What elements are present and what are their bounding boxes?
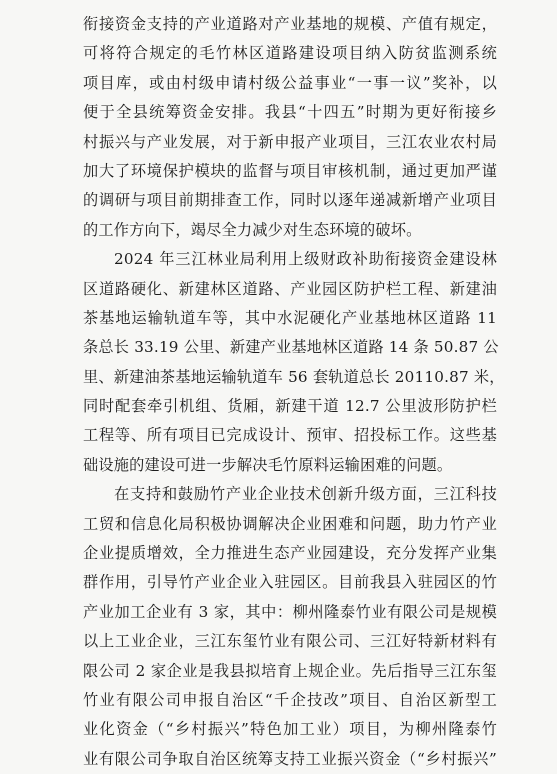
text-line: 竹业有限公司申报自治区“千企技改”项目、自治区新型工: [83, 690, 497, 709]
text-line: 工程等、所有项目已完成设计、预审、招投标工作。这些基: [83, 426, 497, 445]
text-line: 区道路硬化、新建林区道路、产业园区防护栏工程、新建油: [83, 279, 497, 298]
text-line: 便于全县统筹资金安排。我县“十四五”时期为更好衔接乡: [83, 103, 497, 122]
text-line: 可将符合规定的毛竹林区道路建设项目纳入防贫监测系统: [83, 44, 497, 63]
text-line: 的调研与项目前期排查工作，同时以逐年递减新增产业项目: [83, 191, 497, 210]
text-line: 条总长 33.19 公里、新建产业基地林区道路 14 条 50.87 公: [83, 338, 499, 357]
text-line: 村振兴与产业发展，对于新申报产业项目，三江农业农村局: [83, 132, 497, 151]
text-line: 限公司 2 家企业是我县拟培育上规企业。先后指导三江东玺: [83, 661, 497, 680]
text-line: 业化资金（“乡村振兴”特色加工业）项目，为柳州隆泰竹: [83, 720, 497, 739]
text-line: 产业加工企业有 3 家，其中：柳州隆泰竹业有限公司是规模: [83, 602, 497, 621]
text-line: 群作用，引导竹产业企业入驻园区。目前我县入驻园区的竹: [83, 573, 497, 592]
text-line: 里、新建油茶基地运输轨道车 56 套轨道总长 20110.87 米，: [83, 367, 505, 386]
text-line: 工贸和信息化局积极协调解决企业困难和问题，助力竹产业: [83, 514, 497, 533]
text-line: 的工作方向下，竭尽全力减少对生态环境的破坏。: [83, 220, 422, 239]
paragraph-road-policy: [83, 10, 497, 245]
paragraph-bamboo-industry: [83, 480, 497, 774]
text-line: 茶基地运输轨道车等，其中水泥硬化产业基地林区道路 11: [83, 308, 497, 327]
text-line: 加大了环境保护模块的监督与项目审核机制，通过更加严谨: [83, 161, 497, 180]
paragraph-2024-forestry-roads: [83, 245, 505, 480]
text-line: 项目库，或由村级申请村级公益事业“一事一议”奖补，以: [83, 73, 497, 92]
text-line: 业有限公司争取自治区统筹支持工业振兴资金（“乡村振兴”: [83, 749, 497, 768]
text-line: 以上工业企业，三江东玺竹业有限公司、三江好特新材料有: [83, 632, 497, 651]
text-line: 在支持和鼓励竹产业企业技术创新升级方面，三江科技: [114, 485, 497, 504]
text-line: 企业提质增效，全力推进生态产业园建设，充分发挥产业集: [83, 544, 497, 563]
text-line: 2024 年三江林业局利用上级财政补助衔接资金建设林: [114, 250, 497, 269]
text-line: 衔接资金支持的产业道路对产业基地的规模、产值有规定，: [83, 15, 497, 33]
text-line: 础设施的建设可进一步解决毛竹原料运输困难的问题。: [83, 455, 453, 474]
text-line: 同时配套牵引机组、货厢，新建干道 12.7 公里波形防护栏: [83, 397, 497, 416]
